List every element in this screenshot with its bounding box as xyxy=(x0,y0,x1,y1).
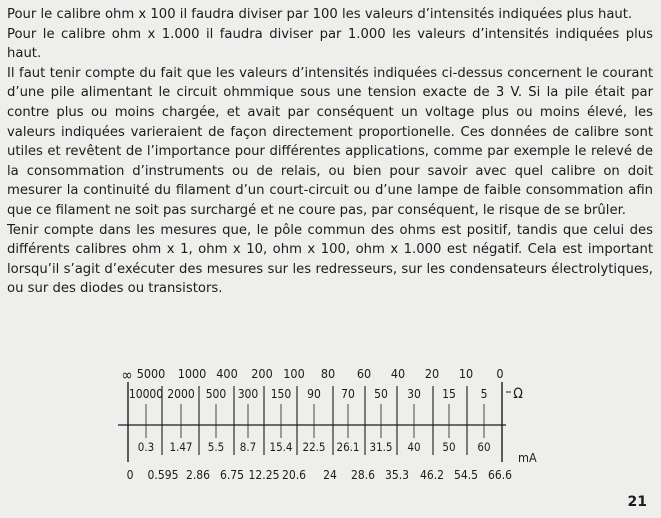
ohm-top-label: 0 xyxy=(496,366,504,381)
ma-bottom-label: 0 xyxy=(126,468,134,482)
ma-unit-label: mA xyxy=(518,450,537,465)
ohm-interval-label: 2000 xyxy=(167,387,195,401)
ma-interval-label: 8.7 xyxy=(239,440,257,454)
ma-interval-label: 15.4 xyxy=(269,440,293,454)
ma-bottom-label: 66.6 xyxy=(487,468,513,482)
ohm-interval-label: 150 xyxy=(270,387,292,401)
ohm-interval-label: 90 xyxy=(307,387,321,401)
ohm-top-label: 10 xyxy=(458,366,474,381)
ohm-unit-label: Ω xyxy=(513,386,523,402)
ma-bottom-label: 35.3 xyxy=(384,468,410,482)
ohm-top-label: 5000 xyxy=(136,366,166,381)
ma-interval-label: 31.5 xyxy=(369,440,393,454)
paragraph-3: Il faut tenir compte du fait que les valeurs d’intensités indiquées ci-dessus concernent le courant d’une pile alimentant le circuit ohmmique sous une tension exacte de 3 V. Si la pile était par contre plus ou moins chargée, et avait par conséquent un voltage plus ou moins élevé, les valeurs indiquées varieraient de façon directement proportionelle. Ces données de calibre sont utiles et revêtent de l’importance pour différentes applications, comme par exemple le relevé de la consommation d’instruments ou de relais, ou bien pour savoir avec quel calibre on doit mesurer la continuité du filament d’un court-circuit ou d’une lampe de faible consommation afin que ce filament ne soit pas surchargé et ne coure pas, par conséquent, le risque de se brûler. xyxy=(7,65,653,218)
ohm-interval-label: 300 xyxy=(237,387,259,401)
ma-interval-label: 60 xyxy=(477,440,491,454)
ohm-top-label: 40 xyxy=(390,366,406,381)
ma-interval-label: 40 xyxy=(407,440,421,454)
ma-bottom-label: 54.5 xyxy=(453,468,479,482)
ma-bottom-label: 20.6 xyxy=(281,468,307,482)
ohm-interval-label: 10000 xyxy=(128,387,164,401)
ma-bottom-label: 46.2 xyxy=(419,468,445,482)
ohm-interval-label: 70 xyxy=(341,387,355,401)
ma-interval-label: 26.1 xyxy=(336,440,360,454)
ohm-top-label: 400 xyxy=(216,366,238,381)
paragraph-2: Pour le calibre ohm x 1.000 il faudra diviser par 1.000 les valeurs d’intensités indiquées plus haut. xyxy=(7,26,653,62)
ma-bottom-label: 24 xyxy=(323,468,337,482)
ma-bottom-label: 28.6 xyxy=(350,468,376,482)
ma-interval-label: 5.5 xyxy=(207,440,225,454)
ohm-interval-label: 500 xyxy=(205,387,227,401)
ohm-top-label: 80 xyxy=(320,366,336,381)
ohm-interval-label: 30 xyxy=(407,387,421,401)
ma-interval-label: 22.5 xyxy=(302,440,326,454)
paragraph-4: Tenir compte dans les mesures que, le pôle commun des ohms est positif, tandis que celui des différents calibres ohm x 1, ohm x 10, ohm x 100, ohm x 1.000 est négatif. Cela est important lorsqu’il s’agit d’exécuter des mesures sur les redresseurs, sur les condensateurs électrolytiques, ou sur des diodes ou transistors. xyxy=(7,222,653,297)
ohm-top-label: 100 xyxy=(283,366,305,381)
ma-interval-label: 0.3 xyxy=(137,440,155,454)
ma-interval-label: 50 xyxy=(442,440,456,454)
ohm-top-label: 60 xyxy=(356,366,372,381)
ma-bottom-label: 6.75 xyxy=(219,468,245,482)
ohm-interval-label: 15 xyxy=(442,387,456,401)
ohm-top-label: 20 xyxy=(424,366,440,381)
ohm-top-label: 200 xyxy=(251,366,273,381)
page-number: 21 xyxy=(627,494,647,510)
ohm-interval-label: 5 xyxy=(480,387,488,401)
ma-bottom-label: 0.595 xyxy=(147,468,179,482)
ma-bottom-label: 2.86 xyxy=(185,468,211,482)
ohm-top-label: 1000 xyxy=(177,366,207,381)
ma-interval-label: 1.47 xyxy=(169,440,193,454)
ohm-top-label: ∞ xyxy=(121,366,133,384)
ohm-interval-label: 50 xyxy=(374,387,388,401)
paragraph-1: Pour le calibre ohm x 100 il faudra diviser par 100 les valeurs d’intensités indiquées plus haut. xyxy=(7,7,633,22)
ma-bottom-label: 12.25 xyxy=(248,468,280,482)
